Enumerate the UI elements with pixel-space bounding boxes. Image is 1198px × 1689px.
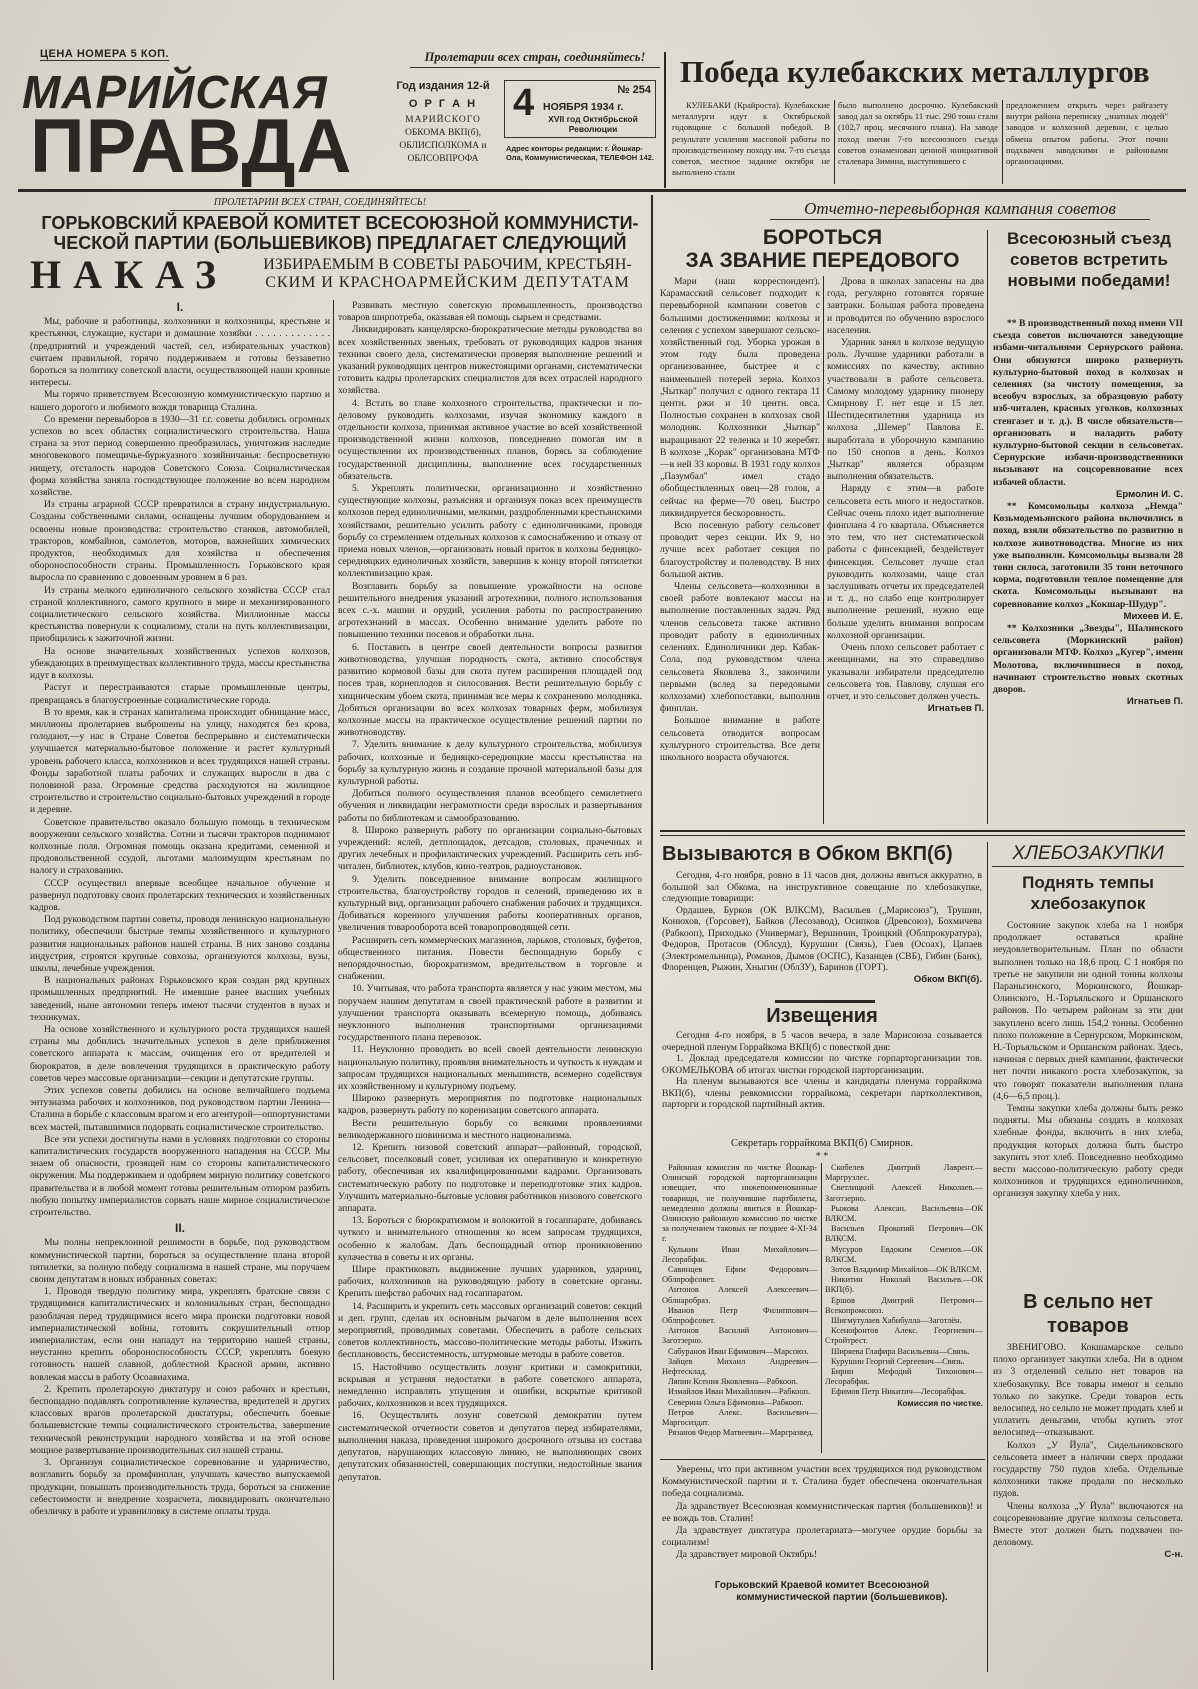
paragraph: СССР осуществил впервые всеобщее начальное обучение и развернул подготовку своих пролетарских технических и хозяйственных кадров. [30,877,330,913]
paragraph: 9. Уделить повседневное внимание вопросам жилищного строительства, благоустройству городов и селений, приведению их в культурный вид, организации рабочего снабжения рабочих и трудящихся. Добиваться коренного улучшения работы кооперативных органов, увеличения товарооборота всей товаропроводящей сети. [338,873,642,934]
grain-body [993,920,1183,1282]
grain-headline: Поднять темпы хлебозакупок [1022,873,1154,913]
paragraph: Наряду с этим—в работе сельсовета есть много и недостатков. Сейчас очень плохо идет выполнение финплана 4 го квартала. Объясняется это тем, что нет систематической работы с финсекцией, бездействует финсекция. Сельсовет лучше стал руководить колхозами, чаще стал заслушивать отчеты их председателей и т. д., но слабо еще контролирует выполнение решений, нужно еще больше уделять внимания вопросам колхозной организации. [827,483,984,641]
organ-block [384,80,502,164]
paragraph: Возглавить борьбу за повышение урожайности на основе решительного внедрения указаний агротехники, полного использования всех с.-х. машин и орудий, усиления работы по распространению агротехзнаний в массах. Особенно внимание уделить работе по повышению техники посевов и обработки льна. [338,580,642,641]
paragraph: 1. Доклад председателя комиссии по чистке горпарторганизации тов. ОКОМЕЛЬКОВА об итогах чистки городской парторганизации. [662,1053,982,1076]
signature: Ермолин И. С. [1116,488,1183,500]
paragraph: 3. Организуя социалистическое соревнование и ударничество, возглавить борьбу за промфинплан, улучшать качество выпускаемой продукции, повышать производительность труда, бороться за снижение себестоимости и внедрение хозрасчета, ликвидировать окончательно обезличку в работе и уравниловку в системе оплаты труда. [30,1457,330,1517]
paragraph: Сабуранов Иван Ефимович—Марсоюз. [668,1346,809,1356]
paragraph: Да здравствует диктатура пролетариата—могучее орудие борьбы за социализм! [662,1525,982,1549]
paragraph: Расширить сеть коммерческих магазинов, ларьков, столовых, буфетов, общественного питания. Повести беспощадную борьбу с непорядочностью, бюрократизмом, вредительством в торговле и снабжении. [338,934,642,983]
nakaz-column-2 [338,300,642,1674]
paragraph: Скобелев Дмитрий Лаврент.—Маргрузлес. [825,1163,983,1183]
edition-year: Год издания 12-й [396,80,490,92]
paragraph: Ляпин Ксения Яковлевна—Рабкооп. [668,1377,798,1387]
paragraph: 16. Осуществлять лозунг советской демократии путем систематической отчетности советов и депутатов перед избирателями, выполнения наказа, проведения широкого досрочного отзыва из состава депутатов, нарушающих классовую линию, не выполняющих своих депутатских обязанностей, совершающих поступки, недостойные звания депутатов. [338,1410,642,1483]
notices-body [662,1030,982,1136]
campaign-column-b [827,276,984,824]
paragraph: Мари (наш корреспондент). Карамасский сельсовет подходит к перевыборной кампании советов с большими достижениями: колхозы и селения с успехом завершают сельско-хозяйственный год. Уборка урожая в этом году была проведена организованнее, быстрее и с наименьшей потерей зерна. Колхоз „Чыткар" получил с одного гектара 11 центн. ржи и 10 центн. овса. Полностью сохранен в колхозах свой молодняк. Колхозники „Чыткар" выращивают 22 теленка и 10 жеребят. В колхозе „Корак" организована МТФ—в ней 33 коровы. В 1931 году колхоз „Пазумбал" имел стадо обобществленных овец—28 голов, а сейчас на ферме—70 овец. Быстро ликвидируется бескоровность. [660,276,820,519]
paragraph: ЗВЕНИГОВО. Кокшамарское сельпо плохо организует закупки хлеба. Ни в одном из 3 отделений сельпо нет товаров на хлебозакупку. Все товары имеют в сельпо только по закупке. Среди товаров есть велосипед, но сельпо не может продать хлеб и уплатить деньгами, чтобы купить этот велосипед—отказывают. [993,1342,1183,1439]
slogan: Пролетарии всех стран, соединяйтесь! [410,50,660,68]
paragraph: Темпы закупки хлеба должны быть резко подняты. Мы обязаны создать в колхозах хлебные фонды, включить в них хлеба, продукция которых должна быть быстро закупить этот хлеб. Повседневно необходимо вести массово-политическую работу среди колхозников и трудящихся единоличников, организуя закупку хлеба у них. [993,1103,1183,1200]
campaign-column-a [660,276,820,824]
signature: С-н. [1164,1549,1183,1561]
nakaz-subtitle-line: ИЗБИРАЕМЫМ В СОВЕТЫ РАБОЧИМ, КРЕСТЬЯН- [263,256,632,273]
signature: Игнатьев П. [927,703,984,715]
paragraph: Из страны мелкого единоличного сельского хозяйства СССР стал страной коллективного, самого крупного в мире и механизированного социалистического сельского хозяйства. Миллионные массы крестьянства повернули к социализму, стали на путь коллективизации, приобщились к зажиточной жизни. [30,584,330,645]
nakaz-headline-line: ГОРЬКОВСКИЙ КРАЕВОЙ КОМИТЕТ ВСЕСОЮЗНОЙ КОММУНИСТИ- [41,213,639,233]
campaign-headline [660,226,985,272]
paragraph: Да здравствует мировой Октябрь! [676,1549,818,1561]
top-story-column [672,100,830,186]
paragraph: Ордашев, Бурков (ОК ВЛКСМ), Васильев („Марисоюз"), Трушин, Конюхов, (Горсовет), Байков (Лесозавод), Осипков (Древсоюз), Бохмичева (Рабкооп), Приходько (Универмаг), Вершинин, Троицкий (Облпрокуратура), Федоров, Протасов (Облсуд), Курушин (Связь), Гаев (Осоах), Цапаев (Электромельница), Романов, Дымов (ОСПС), Казанцев (СВБ), Гибин (Банк), Флоренцев, Рыжин, Хныгин (ОблЗУ), Баринов (ГОРТ). [662,904,982,973]
paragraph: Сегодня 4-го ноября, в 5 часов вечера, в зале Марисоюза созывается очередной пленум Горрайкома ВКП(б) с повесткой дня: [662,1030,982,1053]
paragraph: Мусуров Евдоким Семенов.—ОК ВЛКСМ. [825,1244,983,1264]
paragraph: Вести решительную борьбу со всякими проявлениями великодержавного шовинизма и местного национализма. [338,1117,642,1141]
newspaper-title-top: МАРИЙСКАЯ [22,66,328,118]
section-divider [651,195,653,1670]
date-month: НОЯБРЯ 1934 г. [543,101,624,113]
paragraph: Ксенофонтов Алекс. Георгиевич—Стройтрест. [825,1326,983,1346]
top-story-headline: Победа кулебакских металлургов [680,54,1150,89]
vertical-divider [664,52,666,188]
paragraph: Сегодня, 4-го ноября, ровно в 11 часов дня, должны явиться аккуратно, в большой зал Обкома, на инструктивное совещание по хлебозакупке, следующие товарищи: [662,870,982,904]
issue-number: № 254 [617,84,651,96]
paragraph: Большое внимание в работе сельсовета отводится вопросам культурного строительства. Все дети школьного возраста обучаются. [660,715,820,763]
paragraph: Ефимов Петр Никитич—Лесорабфак. [831,1387,967,1397]
paragraph: Кулькин Иван Михайлович—Лесорабфак. [662,1244,817,1264]
paragraph: Районная комиссия по чистке Йошкар-Олинской городской парторганизации извещает, что нижепоименованные товарищи, не получившие партбилеты, немедленно должны явиться в Йошкар-Олинскую районную комиссию по чистке за получением таковых не позднее 4-XI-34 г. [662,1163,817,1244]
paragraph: Советское правительство оказало большую помощь в техническом вооружении сельского хозяйства. Сотни и тысячи тракторов поднимают колхозные поля. Огромная помощь оказана кредитами, семенной и продовольственной ссудой, льготами малоимущим крестьянам по налогу и страхованию. [30,816,330,877]
newspaper-title-bottom: ПРАВДА [30,104,353,189]
separator-stars: * * [815,1151,829,1162]
paragraph: Все эти успехи достигнуты нами в условиях подготовки со стороны капиталистических государств вооруженного нападения на СССР. Мы знаем об опасности, грозящей нам со стороны капиталистического окружения. Мы поддерживаем и одобряем мирную политику советского правительства и в любой момент готовы решительным отпором разбить любую попытку империалистов сорвать наше мирное социалистическое строительство. [30,1133,330,1219]
paragraph: Мы полны непреклонной решимости в борьбе, под руководством коммунистической партии, бороться за осуществление плана второй пятилетки, за полную победу социализма в нашей стране, мы поручаем своим депутатам в новых избранных советах: [30,1237,330,1286]
section-number: II. [174,1221,185,1236]
paragraph: Савинцев Ефим Федорович—Облпрофсовет. [662,1265,817,1285]
paragraph: Шигмутулаев Хабибулла—Заготлён. [831,1316,962,1326]
nakaz-subtitle [245,256,650,292]
paragraph: Никитин Николай Васильев.—ОК ВКП(б). [825,1275,983,1295]
paragraph: Светлицкий Алексей Николаев.—Заготзерно. [825,1183,983,1203]
paragraph: Васильев Прокопий Петрович—ОК ВЛКСМ. [825,1224,983,1244]
paragraph: Очень плохо сельсовет работает с женщинами, на это справедливо указывали избиратели председателю сельсовета тов. Павлову, слушая его отчет, и это сельсовет должен учесть. [827,642,984,702]
column-divider [834,100,835,184]
paragraph: Уверены, что при активном участии всех трудящихся под руководством Коммунистической партии и т. Сталина будет обеспечена окончательная победа социализма. [662,1464,982,1500]
signature: Обком ВКП(б). [913,973,982,985]
paragraph: Колхоз „У Йула", Сидельниковского сельсовета имеет в наличии сверх продажи государству 750 пудов хлеба. Отдельные колхозники также продали по несколько пудов. [993,1439,1183,1500]
paragraph: Антонов Василий Антонович—Заготзерно. [662,1326,817,1346]
paragraph: Дрова в школах запасены на два года, регулярно готовятся горячие завтраки. Большая работа проведена и проводится по обучению взрослого населения. [827,276,984,336]
paragraph: Мы, рабочие и работницы, колхозники и колхозницы, крестьяне и крестьянки, служащие, кустари и домашние хозяйки . . . . . . . . . . . . . (предприятий и учреждений частей, сел, избирательных участков) считаем правильной, горячо поддерживаем и готовы беззаветно бороться за политику советской власти, осуществляющей наши кровные интересы. [30,316,330,389]
paragraph: Под руководством партии советы, проводя ленинскую национальную политику, обеспечили быстрые темпы хозяйственного и культурного развития национальных районов нашей страны. В них заново созданы индустрия, строятся крупные совхозы, организуются колхозы, вузы, школы, лечебные учреждения. [30,914,330,974]
organ-line: ОБЛСОВПРОФА [407,154,479,164]
nakaz-headline-line: ЧЕСКОЙ ПАРТИИ (БОЛЬШЕВИКОВ) ПРЕДЛАГАЕТ СЛЕДУЮЩИЙ [53,233,627,253]
paragraph: В национальных районах Горьковского края создан ряд крупных промышленных предприятий. Не имевшие ранее высших учебных заведений, ныне автономии теперь имеют тысячи студентов в вузах и техникумах. [30,975,330,1023]
paragraph: ** В производственный поход имени VII съезда советов включаются заведующие избами-читальнями Сернурского района. Они обязуются широко развернуть культурно-бытовой поход в колхозах и селениях (за чистоту помещения, за всеобуч взрослых, за образцовую работу изб-читален, красных уголков, колхозных стенгазет и т. д.). В числе обязательств—организовать и наладить работу культурно-бытовой секции в сельсоветах. Сернурские избачи-производственники вызывают на соцсоревнование всех избачей области. [993,318,1183,488]
paragraph: Да здравствует Всесоюзная коммунистическая партия (большевиков)! и ее вождь тов. Сталин! [662,1500,982,1524]
nakaz-headline [30,213,650,253]
paragraph: Рыжова Алексан. Васильевна—ОК ВЛКСМ. [825,1203,983,1224]
masthead-rule [18,189,1186,192]
paragraph: 7. Уделить внимание к делу культурного строительства, мобилизуя рабочих, колхозные и бедняцко-середняцкие массы крестьянства на борьбу за культурную жизнь и создание прочной материальной базы для культурной работы. [338,739,642,787]
paragraph: 2. Крепить пролетарскую диктатуру и союз рабочих и крестьян, беспощадно подавлять сопротивление кулачества, вредителей и других классовых врагов пролетарской диктатуры, обеспечить боевые большевистские темпы социалистического строительства, завершение технической реконструкции народного хозяйства и на этой основе мощное развертывание производительных сил нашей страны. [30,1383,330,1456]
column-divider [1002,100,1003,184]
paragraph: Зотов Владимир Михайлов—ОК ВЛКСМ. [831,1265,982,1275]
paragraph: Широко развернуть мероприятия по подготовке национальных кадров, развернуть работу по коренизации советского аппарата. [338,1093,642,1117]
paragraph: 6. Поставить в центре своей деятельности вопросы развития животноводства, улучшая породность скота, активно способствуя развитию кормовой базы для скота путем расширения площадей под посев трав, корнеплодов и силосования. Вести решительную борьбу с хищническим убоем скота, принимая все меры к сохранению молодняка. Добиться организации во всех колхозах товарных ферм, мобилизуя колхозные массы на практическое осуществление решений партии по животноводству. [338,641,642,739]
paragraph: Северина Ольга Ефимовна—Рабкооп. [668,1397,804,1407]
paragraph: Мы горячо приветствуем Всесоюзную коммунистическую партию и нашего дорогого и любимого вождя товарища Сталина. [30,389,330,413]
signature-line: коммунистической партии (большевиков). [736,1592,948,1603]
paragraph: На пленум вызываются все члены и кандидаты пленума горрайкома ВКП(б), члены ревкомиссии горрайкома, секретари партколлективов, парторги и городской партийный актив. [662,1076,982,1110]
paragraph: 14. Расширить и укрепить сеть массовых организаций советов: секций и деп. групп, сделав их основным рычагом в деле выполнения всех мероприятий, проводимых советами. Обеспечить в работе сельских советов коллективность, массово-политические методы работы. Изжить бесплановость, бессистемность, штурмовые методы в работе советов. [338,1300,642,1361]
paragraph: Измайлов Иван Михайлович—Рабкооп. [668,1387,811,1397]
paragraph: 12. Крепить низовой советский аппарат—районный, городской, сельсовет, поселковый совет, усиливая их оперативную и конкретную работу, обеспечивая их квалифицированными кадрами. Организовать систематическую работу по подготовке и переподготовке этих кадров. Улучшить материально-бытовые условия работников низового советского аппарата. [338,1142,642,1215]
paragraph: Всю посевную работу сельсовет проводит через секции. Их 9, но лучше всех работает секция по благоустройству и полеводству. В них большой актив. [660,520,820,580]
nakaz-slogan: ПРОЛЕТАРИИ ВСЕХ СТРАН, СОЕДИНЯЙТЕСЬ! [170,197,470,211]
paragraph: Шире практиковать выдвижение лучших ударников, ударниц, рабочих, колхозников на руководящую работу в советские органы. Крепить шефство рабочих над госаппаратом. [338,1264,642,1300]
editorial-address: Адрес конторы редакции: г. Йошкар-Ола, Коммунистическая, ТЕЛЕФОН 142. [506,144,654,162]
paragraph: 1. Проводя твердую политику мира, укреплять братские связи с трудящимися капиталистических и колониальных стран, беспощадно разоблачая перед трудящимися всего мира происки подготовки новой империалистической войны, готовить сокрушительный отпор империалистам, если они нападут на территорию нашей страны, неустанно крепить обороноспособность СССР, укреплять боевую готовность нашей славной, доблестной Красной армии, активно вовлекая массы в работу Осоавиахима. [30,1286,330,1383]
paragraph: В то время, как в странах капитализма происходит обнищание масс, миллионы пролетариев выброшены на улицу, находятся без крова, голодают,—у нас в Стране Советов беспрерывно и систематически улучшается материально-бытовое положение и растет культурный уровень рабочего класса, колхозников и всех трудящихся нашей страны. Фонды заработной платы рабочих и служащих выросли в два с половиной раза. Огромные средства расходуются на жилищное строительство и строительство социально-бытовых учреждений в городе и деревне. [30,706,330,816]
column-divider [987,842,988,1672]
paragraph: предложением открыть через райгазету внутри района переписку „знатных людей" заводов и колхозной деревни, с целью обмена опытом работы. Этот почин подхвачен заводскими и районными организациями. [1006,100,1168,167]
paragraph: Со времени перевыборов в 1930—31 г.г. советы добились огромных успехов во всех областях социалистического строительства. Наша страна за этот период совершенно преобразилась, уничтожив наследие многовекового помещичье-буржуазного хозяйничанья: беспросветную нищету, отсталость народов Советского Союза. Социалистическая форма хозяйства заняла господствующее положение во всем народном хозяйстве. [30,413,330,499]
paragraph: Бирин Мефодий Тихонович—Лесорабфак. [825,1367,983,1387]
divider [660,1459,985,1460]
paragraph: Развивать местную советскую промышленность, производство товаров ширпотреба, оказывая ей помощь сырьем и средствами. [338,300,642,324]
notices-headline: Извещения [766,1005,878,1027]
nakaz-closing [662,1464,982,1576]
short-rule [775,1000,875,1003]
column-divider [333,300,334,1680]
paragraph: ** Колхозники „Звезды", Шалинского сельсовета (Моркинский район) организовали МТФ. Колхоз „Кугер", имени Молотова, включившиеся в поход, начинают строительство новых скотных дворов. [993,623,1183,696]
organ-label: О Р Г А Н [408,98,478,110]
paragraph: 4. Встать во главе колхозного строительства, практически и по-деловому руководить колхозами, изучая экономику каждого в отдельности колхоза, принимая активное участие во всей хозяйственной производственной жизни колхозов, повседневно помогая им в осуществлении их производственных планов, борясь за соблюдение государственной дисциплины, выполнение всех государственных обязательств. [338,397,642,482]
paragraph: 10. Учитывая, что работа транспорта является у нас узким местом, мы поручаем нашим депутатам в своей практической работе в развитии и улучшении транспорта оказывать всемерную помощь, добиваясь неуклонного выполнения транспортными организациями государственного плана перевозок. [338,983,642,1044]
summons-body [662,870,982,998]
paragraph: 11. Неуклонно проводить во всей своей деятельности ленинскую национальную политику, проявляя внимательность и чуткость к нуждам и запросам трудящихся национальных меньшинств, всемерно содействуя их хозяйственному и культурному подъему. [338,1044,642,1092]
paragraph: Ударник занял в колхозе ведущую роль. Лучшие ударники работали в комиссиях по качеству, активно участвовали в работе сельсовета. Самому молодому ударнику пионеру Смирнову Г. нет еще и 15 лет. Шестидесятилетняя ударница из колхоза „Шемер" Павлова Е. выработала в уборочную кампанию по 150 снопов в день. Колхоз „Чыткар" является образцом выполнения обязательств. [827,337,984,483]
paragraph: Члены колхоза „У Йула" включаются на соцсоревнование другие колхозы сельсовета. Вместе этот должен быть подхвачен по-деловому. [993,1500,1183,1549]
notices-secretary: Секретарь горрайкома ВКП(б) Смирнов. [731,1138,913,1149]
purge-list-left [662,1163,817,1455]
paragraph: 8. Широко развернуть работу по организации социально-бытовых учреждений: яслей, детплощадок, детсадов, столовых, прачечных и других лечебных и профилактических учреждений. Расширить сеть изб-читален, библиотек, клубов, кино-театров, радиоустановок. [338,824,642,873]
revolution-year: XVII год Октябрьской Революции [548,114,638,134]
date-box [504,80,656,138]
paragraph: Состояние закупок хлеба на 1 ноября продолжает оставаться крайне неудовлетворительным. План по области выполнен только на 18,6 проц. С 1 ноября по третье не закупили ни одной тонны колхозы Параньгинского, Моркинского, Йошкар-Олинского, Н.-Торъяльского и Оршанского районов. По четырем районам за эти дни закуплено всего лишь 154,2 тонны. Особенно плохо положение в Сернурском, Моркинском, Н.-Торъяльском и Оршанском районах. Здесь, начиная с первых дней кампании, фактически нет почти никакого роста хлебозакупок, за что говорят показатели выполнения плана (4,6—6,5 проц.). [993,920,1183,1102]
paragraph: Иванов Петр Филиппович—Облпрофсовет. [662,1305,817,1326]
paragraph: Этих успехов советы добились на основе величайшего подъема энтузиазма рабочих и колхозников, под руководством партии Ленина—Сталина в борьбе с классовым врагом и его агентурой—оппортунистами всех мастей, пытавшимися подорвать социалистическое строительство. [30,1085,330,1133]
paragraph: 5. Укреплять политически, организационно и хозяйственно существующие колхозы, разъясняя и организуя показ всех преимуществ колхозов перед единоличными, мелкими, раздробленными крестьянскими хозяйствами, решительно усилить работу с единоличниками, проводя борьбу со стремлением отдельных колхозов к самоснабжению и отказу от приема новых членов,—организовать новый приток в колхозы бедняцко-середняцких единоличных хозяйств, завершив к концу второй пятилетки коллективизацию края. [338,483,642,580]
shop-headline: В сельпо нет товаров [1023,1291,1153,1337]
column-divider [823,276,824,824]
campaign-headline-line: ЗА ЗВАНИЕ ПЕРЕДОВОГО [685,249,960,272]
paragraph: Рязанов Федор Матвеевич—Маргразвед. [668,1428,814,1438]
shop-body [993,1342,1183,1672]
nakaz-signature [662,1580,982,1604]
paragraph: Добиться полного осуществления планов всеобщего семилетнего обучения и ликвидации неграмотности среди взрослых и развертывания работы по библиотекам и самообразованию. [338,788,642,824]
purge-list-right [825,1163,983,1455]
signature-line: Горьковский Краевой комитет Всесоюзной [714,1580,930,1591]
paragraph: 13. Бороться с бюрократизмом и волокитой в госаппарате, добиваясь чуткого и внимательного отношения ко всем запросам трудящихся, особенно к жалобам. Дать беспощадный отпор проникновению кулачества в советы и их органы. [338,1215,642,1263]
paragraph: КУЛЕБАКИ (Крайроста). Кулебакские металлурги идут к Октябрьской годовщине с большой победой. В результате усиления массовой работы по производственному походу им. 7-го съезда советов, местное задание октября не выполнено стали [672,100,830,178]
paragraph: Ликвидировать канцелярско-бюрократические методы руководства во всех хозяйственных звеньях, требовать от руководящих кадров знания техники своего дела, систематически проверяя выполнение решений и указаний руководящих центров нижестоящими органами, систематически готовить кадры пролетарских специалистов для всех отраслей народного хозяйства. [338,324,642,397]
signature: Михеев И. Е. [1123,610,1183,622]
organ-line: ОБКОМА ВКП(б), [404,128,482,138]
section-number: I. [176,300,184,314]
column-divider [821,1163,822,1453]
nakaz-big-word: НАКАЗ [30,252,229,297]
signature: Игнатьев П. [1126,696,1183,708]
top-story-column [1006,100,1168,186]
organ-line: ОБЛИСПОЛКОМА и [399,141,487,151]
nakaz-subtitle-line: СКИМ И КРАСНОАРМЕЙСКИМ ДЕПУТАТАМ [265,274,630,291]
paragraph: На основе значительных хозяйственных успехов колхозов, убеждающих в преимуществах коллективного труда, массы крестьянства идут в колхозы. [30,645,330,682]
column-divider [987,230,988,824]
paragraph: На основе хозяйственного и культурного роста трудящихся нашей страны мы добились значительных успехов в деле приближения советского аппарата к массам, очищения его от вредителей и бюрократов, в деле вовлечения трудящихся в практическую работу советов через массовые организации—секции и депутатские группы. [30,1023,330,1084]
congress-headline: Всесоюзный съезд советов встретить новыми победами! [1006,229,1172,290]
grain-rubric: ХЛЕБОЗАКУПКИ [992,842,1184,867]
paragraph: Антонов Алексей Алексеевич—Облнаробраз. [662,1285,817,1305]
price-label: ЦЕНА НОМЕРА 5 КОП. [40,48,170,60]
paragraph: Зайцев Михаил Андреевич—Нефтесклад. [662,1356,817,1377]
double-rule [660,835,1185,836]
paragraph: Ширяева Глафира Васильевна—Связь. [831,1346,970,1356]
campaign-rubric: Отчетно-перевыборная кампания советов [770,199,1150,220]
date-day: 4 [513,82,535,124]
paragraph: Курушин Георгий Сергеевич—Связь. [831,1356,965,1366]
paragraph: было выполнено досрочно. Кулебакский завод дал за октябрь 11 тыс. 290 тонн стали (102,7 проц. месячного плана). На заводе поход имени 7-го всесоюзного съезда советов ознаменован ценной инициативой сталевара Зимина, выступившего с [838,100,998,167]
double-rule [660,830,1185,832]
top-story-column [838,100,998,186]
summons-headline: Вызываются в Обком ВКП(б) [662,843,953,865]
paragraph: ** Комсомольцы колхоза „Немда" Козьмодемьянского района включились в поход, взяли обязательство по развитию в колхозе животноводства. Многие из них уже выполнили. Комсомольцы вызвали 28 тонн силоса, заготовили 35 тонн веточного корма, подготовили теплое помещение для скота. Комсомольцы вызывают на соревнование колхоз „Кокшар-Шудур". [993,501,1183,610]
paragraph: Петров Алекс. Васильевич—Маргосиздат. [662,1407,817,1428]
nakaz-column-1 [30,298,330,1676]
organ-line: МАРИЙСКОГО [405,115,481,125]
paragraph: 15. Настойчиво осуществлять лозунг критики и самокритики, вскрывая и устраняя недостатки в работе советского аппарата, немедленно исправлять упущения и ошибки, вскрытые критикой рабочих, колхозников и всех трудящихся. [338,1361,642,1410]
paragraph: Из страны аграрной СССР превратился в страну индустриальную. Созданы собственными силами, оснащены лучшим оборудованием и освоены новые производства: строительство станков, автомобилей, тракторов, комбайнов, самолетов, моторов, важнейших химических продуктов, необходимых для хозяйства и обеспечения обороноспособности страны. Промышленность Горьковского края выросла по сравнению с довоенным уровнем в 6 раз. [30,499,330,584]
congress-column [993,318,1183,824]
campaign-headline-line: БОРОТЬСЯ [762,226,883,249]
paragraph: Члены сельсовета—колхозники в своей работе вовлекают массы на выполнение поставленных задач. Ряд членов сельсовета также активно проводит работу в единоличных селениях. Единоличники дер. Кабак-Сола, под руководством члена сельсовета Яковлева З., закончили первыми (вслед за передовыми колхозами) хлебопоставки, выполнив финплан. [660,581,820,715]
paragraph: Ершов Дмитрий Петрович—Всекопромсоюз. [825,1295,983,1315]
paragraph: Растут и перестраиваются старые промышленные центры, превращаясь в благоустроенные социалистические города. [30,682,330,706]
signature: Комиссия по чистке. [897,1397,983,1408]
